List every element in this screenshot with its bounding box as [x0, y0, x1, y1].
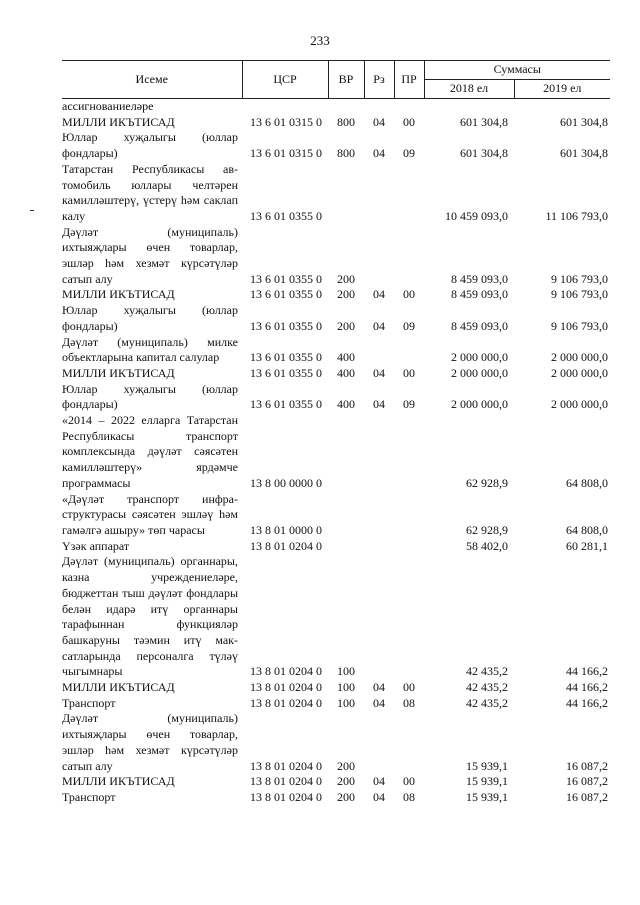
row-name: МИЛЛИ ИКЪТИСАД: [62, 114, 175, 129]
table-row: [62, 554, 610, 680]
row-csr: 13 6 01 0355 0: [250, 208, 322, 223]
table-row: [62, 382, 610, 413]
row-name: МИЛЛИ ИКЪТИСАД: [62, 774, 175, 789]
row-sum-2018: 2 000 000,0: [451, 397, 508, 412]
row-sum-2019: 601 304,8: [560, 146, 608, 161]
row-sum-2018: 15 939,1: [466, 789, 508, 804]
row-name: МИЛЛИ ИКЪТИСАД: [62, 365, 175, 380]
table-row: [62, 492, 610, 539]
table-row: [62, 680, 610, 696]
row-name: ассигнованиеләре: [62, 99, 154, 113]
row-name: «2014 – 2022 елларга Татарстан Республикасы транспорт комплексында дәүләт сәясәтен камилләштерү» ярдәмче программасы: [62, 413, 238, 490]
header-vr: ВР: [328, 61, 364, 99]
row-sum-2018: 601 304,8: [460, 114, 508, 129]
row-rz: 04: [373, 365, 385, 380]
row-sum-2018: 62 928,9: [466, 522, 508, 537]
row-vr: 400: [337, 350, 355, 365]
row-sum-2018: 601 304,8: [460, 146, 508, 161]
row-sum-2018: 42 435,2: [466, 664, 508, 679]
row-rz: 04: [373, 287, 385, 302]
table-row: [62, 225, 610, 288]
table-row: [62, 162, 610, 225]
row-sum-2019: 16 087,2: [566, 758, 608, 773]
row-pr: 00: [403, 114, 415, 129]
table-row: [62, 366, 610, 382]
row-sum-2019: 9 106 793,0: [551, 318, 608, 333]
row-name: МИЛЛИ ИКЪТИСАД: [62, 680, 175, 695]
row-name: Дәүләт (муниципаль) милке объектларына капитал салулар: [62, 334, 238, 365]
row-pr: 00: [403, 774, 415, 789]
row-sum-2018: 15 939,1: [466, 774, 508, 789]
row-pr: [394, 492, 424, 539]
row-name: МИЛЛИ ИКЪТИСАД: [62, 287, 175, 302]
row-name: Үзәк аппарат: [62, 538, 130, 553]
row-sum-2018: 8 459 093,0: [451, 287, 508, 302]
header-csr: ЦСР: [242, 61, 328, 99]
row-csr: 13 8 01 0204 0: [250, 664, 322, 679]
row-vr: [328, 492, 364, 539]
row-rz: 04: [373, 695, 385, 710]
row-name: Юллар хуҗалыгы (юллар фондлары): [62, 381, 238, 412]
row-rz: [364, 335, 394, 366]
row-vr: 100: [337, 664, 355, 679]
header-year-2019: 2019 ел: [514, 80, 610, 99]
row-name: Транспорт: [62, 789, 116, 804]
row-pr: 00: [403, 365, 415, 380]
row-sum-2018: 2 000 000,0: [451, 350, 508, 365]
row-sum-2019: 601 304,8: [560, 114, 608, 129]
table-row: [62, 539, 610, 555]
header-rz: Рз: [364, 61, 394, 99]
row-sum-2019: 16 087,2: [566, 789, 608, 804]
row-csr: 13 8 01 0204 0: [250, 695, 322, 710]
margin-mark: [30, 210, 34, 211]
row-vr: 100: [337, 680, 355, 695]
row-sum-2019: 9 106 793,0: [551, 287, 608, 302]
table-row: [62, 99, 610, 115]
row-sum-2018: 62 928,9: [466, 475, 508, 490]
row-sum-2018: 2 000 000,0: [451, 365, 508, 380]
row-sum-2019: 44 166,2: [566, 664, 608, 679]
table-row: [62, 335, 610, 366]
row-pr: [394, 539, 424, 555]
row-vr: [328, 413, 364, 492]
row-sum-2018: 8 459 093,0: [451, 271, 508, 286]
row-name: Юллар хуҗалыгы (юллар фондлары): [62, 130, 238, 161]
row-csr: 13 6 01 0355 0: [250, 365, 322, 380]
row-csr: 13 8 01 0000 0: [250, 522, 322, 537]
table-row: [62, 696, 610, 712]
row-pr: 09: [403, 397, 415, 412]
row-sum-2019: 2 000 000,0: [551, 365, 608, 380]
row-vr: 800: [337, 114, 355, 129]
header-pr: ПР: [394, 61, 424, 99]
row-rz: 04: [373, 146, 385, 161]
row-csr: 13 6 01 0315 0: [250, 146, 322, 161]
row-csr: 13 8 01 0204 0: [250, 774, 322, 789]
row-sum-2019: 2 000 000,0: [551, 397, 608, 412]
row-vr: 200: [337, 774, 355, 789]
row-rz: [364, 711, 394, 774]
row-csr: [242, 99, 328, 115]
row-pr: [394, 554, 424, 680]
row-pr: 09: [403, 318, 415, 333]
row-pr: [394, 335, 424, 366]
row-rz: [364, 492, 394, 539]
row-vr: 200: [337, 318, 355, 333]
row-pr: 08: [403, 789, 415, 804]
row-rz: [364, 554, 394, 680]
row-sum-2019: 64 808,0: [566, 522, 608, 537]
row-vr: 800: [337, 146, 355, 161]
row-rz: 04: [373, 774, 385, 789]
table-row: [62, 413, 610, 492]
header-name: Исеме: [62, 61, 242, 99]
row-pr: [394, 225, 424, 288]
row-sum-2019: 44 166,2: [566, 695, 608, 710]
row-rz: [364, 539, 394, 555]
row-vr: 200: [337, 758, 355, 773]
row-pr: [394, 413, 424, 492]
row-csr: 13 8 00 0000 0: [250, 475, 322, 490]
header-year-2018: 2018 ел: [424, 80, 514, 99]
row-csr: 13 6 01 0355 0: [250, 397, 322, 412]
row-sum-2019: 64 808,0: [566, 475, 608, 490]
row-csr: 13 6 01 0315 0: [250, 114, 322, 129]
row-vr: 200: [337, 271, 355, 286]
row-name: Транспорт: [62, 695, 116, 710]
row-rz: 04: [373, 680, 385, 695]
row-rz: [364, 162, 394, 225]
row-vr: 200: [337, 287, 355, 302]
row-vr: [328, 162, 364, 225]
row-csr: 13 8 01 0204 0: [250, 680, 322, 695]
row-pr: [394, 99, 424, 115]
page-number: 233: [310, 33, 330, 48]
row-rz: 04: [373, 789, 385, 804]
row-csr: 13 6 01 0355 0: [250, 350, 322, 365]
row-rz: [364, 99, 394, 115]
row-sum-2018: 42 435,2: [466, 680, 508, 695]
row-vr: 100: [337, 695, 355, 710]
budget-table: [62, 60, 610, 806]
table-row: [62, 711, 610, 774]
row-vr: [328, 99, 364, 115]
row-csr: 13 8 01 0204 0: [250, 758, 322, 773]
header-sums: Суммасы: [424, 61, 610, 80]
row-pr: 09: [403, 146, 415, 161]
row-name: Дәүләт (муниципаль) ихтыяҗлары өчен товарлар, эшләр һәм хезмәт күрсәтүләр сатып алу: [62, 711, 238, 773]
row-name: Дәүләт (муниципаль) органнары, казна учреждениеләре, бюджеттан тыш дәүләт фондлары белән идарә итү органнары тарафыннан функцияләр башкаруны тәэмин итү максатларында персоналга түләү чыгымнары: [62, 554, 238, 679]
row-rz: 04: [373, 318, 385, 333]
row-sum-2019: 11 106 793,0: [545, 208, 608, 223]
row-sum-2018: [424, 99, 514, 115]
row-csr: 13 8 01 0204 0: [250, 789, 322, 804]
row-sum-2019: 60 281,1: [566, 538, 608, 553]
row-sum-2018: 42 435,2: [466, 695, 508, 710]
row-csr: 13 6 01 0355 0: [250, 287, 322, 302]
table-row: [62, 115, 610, 131]
row-pr: 00: [403, 680, 415, 695]
row-rz: 04: [373, 114, 385, 129]
row-sum-2019: 2 000 000,0: [551, 350, 608, 365]
row-rz: 04: [373, 397, 385, 412]
row-sum-2018: 58 402,0: [466, 538, 508, 553]
row-name: Дәүләт (муниципаль) ихтыяҗлары өчен товарлар, эшләр һәм хезмәт күрсәтүләр сатып алу: [62, 224, 238, 286]
row-pr: 08: [403, 695, 415, 710]
row-vr: 400: [337, 397, 355, 412]
row-sum-2019: 16 087,2: [566, 774, 608, 789]
row-sum-2019: 9 106 793,0: [551, 271, 608, 286]
table-row: [62, 303, 610, 334]
table-row: [62, 774, 610, 790]
row-sum-2019: 44 166,2: [566, 680, 608, 695]
row-sum-2018: 10 459 093,0: [445, 208, 508, 223]
row-vr: 200: [337, 789, 355, 804]
row-csr: 13 8 01 0204 0: [250, 538, 322, 553]
row-csr: 13 6 01 0355 0: [250, 271, 322, 286]
row-vr: 400: [337, 365, 355, 380]
table-row: [62, 287, 610, 303]
row-sum-2018: 8 459 093,0: [451, 318, 508, 333]
row-sum-2019: [514, 99, 610, 115]
row-pr: 00: [403, 287, 415, 302]
row-csr: 13 6 01 0355 0: [250, 318, 322, 333]
row-rz: [364, 413, 394, 492]
row-rz: [364, 225, 394, 288]
row-name: «Дәүләт транспорт инфраструктурасы сәясәтен эшләү һәм гамәлгә ашыру» төп чарасы: [62, 491, 238, 537]
table-row: [62, 790, 610, 806]
row-sum-2018: 15 939,1: [466, 758, 508, 773]
table-row: [62, 130, 610, 161]
row-pr: [394, 711, 424, 774]
row-vr: [328, 539, 364, 555]
row-pr: [394, 162, 424, 225]
row-name: Юллар хуҗалыгы (юллар фондлары): [62, 303, 238, 333]
row-name: Татарстан Республикасы автомобиль юллары челтәрен камилләштерү, үстерү һәм саклап калу: [62, 161, 238, 223]
